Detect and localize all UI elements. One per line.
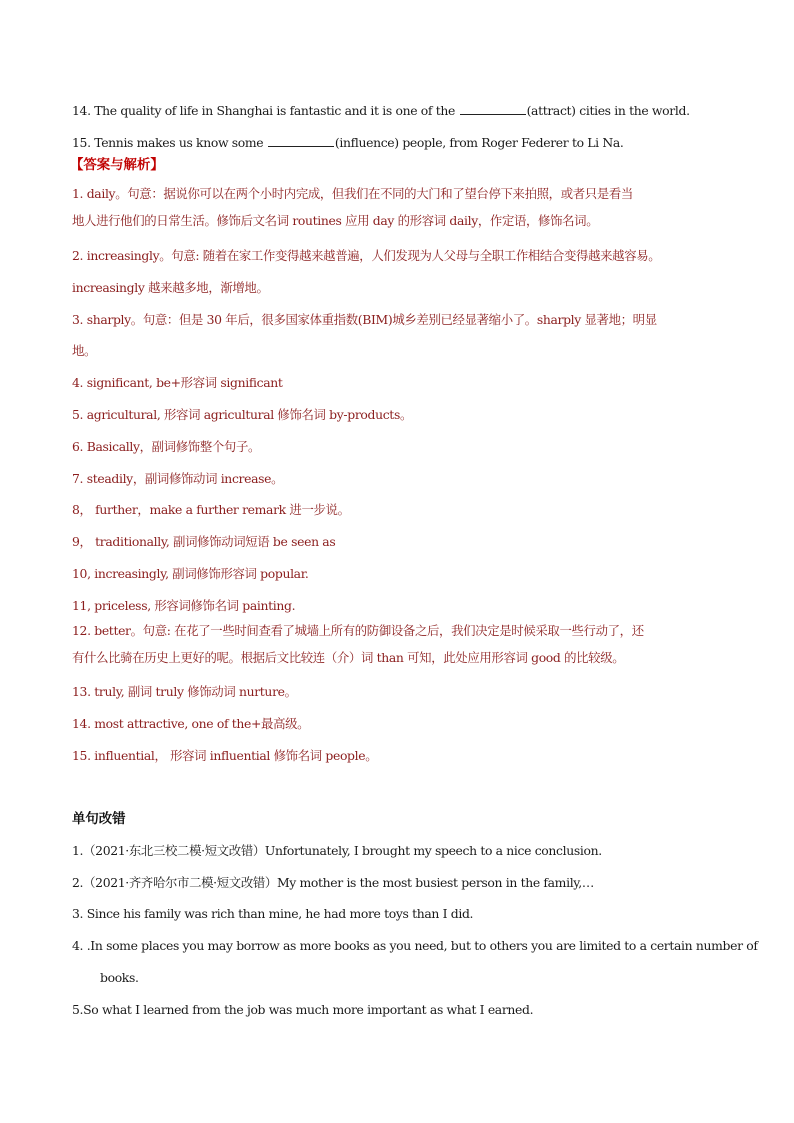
- question-15: [72, 135, 732, 151]
- correction-item: 5.So what I learned from the job was much more important as what I earned.: [72, 1002, 534, 1017]
- answer-line: 地。: [72, 343, 97, 358]
- question-14-hint: (attract) cities in the world.: [526, 103, 690, 118]
- answer-line: 12. better。句意: 在花了一些时间查看了城墙上所有的防御设备之后，我们决定是时候采取一些行动了，还: [72, 623, 644, 638]
- answers-heading: 【答案与解析】: [70, 157, 164, 173]
- answer-line: 11, priceless, 形容词修饰名词 painting.: [72, 598, 296, 613]
- question-14: [72, 103, 732, 119]
- correction-item: 4. .In some places you may borrow as more books as you need, but to others you are limited to a certain number of: [72, 938, 758, 953]
- answer-line: 10, increasingly, 副词修饰形容词 popular.: [72, 566, 309, 581]
- answer-line: 4. significant, be+形容词 significant: [72, 375, 283, 390]
- answer-line: 6. Basically，副词修饰整个句子。: [72, 439, 261, 454]
- answer-line: 5. agricultural, 形容词 agricultural 修饰名词 by-products。: [72, 407, 412, 422]
- answer-blank: [460, 103, 526, 115]
- correction-item: 1.（2021·东北三校二模·短文改错）Unfortunately, I brought my speech to a nice conclusion.: [72, 843, 602, 858]
- correction-item: 3. Since his family was rich than mine, he had more toys than I did.: [72, 906, 474, 921]
- answer-line: 有什么比骑在历史上更好的呢。根据后文比较连（介）词 than 可知，此处应用形容词 good 的比较级。: [72, 650, 625, 665]
- answer-line: 14. most attractive, one of the+最高级。: [72, 716, 310, 731]
- answer-line: 9， traditionally, 副词修饰动词短语 be seen as: [72, 534, 336, 549]
- answer-line: 1. daily。句意：据说你可以在两个小时内完成，但我们在不同的大门和了望台停下来拍照，或者只是看当: [72, 186, 633, 201]
- answer-line: 15. influential， 形容词 influential 修饰名词 people。: [72, 748, 378, 763]
- answer-line: 3. sharply。句意：但是 30 年后，很多国家体重指数(BIM)城乡差别已经显著缩小了。sharply 显著地；明显: [72, 312, 657, 327]
- answer-line: 2. increasingly。句意: 随着在家工作变得越来越普遍，人们发现为人父母与全职工作相结合变得越来越容易。: [72, 248, 661, 263]
- question-15-hint: (influence) people, from Roger Federer to Li Na.: [334, 135, 624, 150]
- section-title: 单句改错: [72, 811, 126, 827]
- answer-line: 8， further，make a further remark 进一步说。: [72, 502, 350, 517]
- correction-item: 2.（2021·齐齐哈尔市二模·短文改错）My mother is the most busiest person in the family,…: [72, 875, 594, 890]
- answer-line: 13. truly, 副词 truly 修饰动词 nurture。: [72, 684, 297, 699]
- correction-item-continued: books.: [100, 970, 139, 985]
- answer-blank: [268, 135, 334, 147]
- question-14-text: 14. The quality of life in Shanghai is fantastic and it is one of the: [72, 103, 459, 118]
- answer-line: increasingly 越来越多地，渐增地。: [72, 280, 269, 295]
- question-15-text: 15. Tennis makes us know some: [72, 135, 267, 150]
- answer-line: 7. steadily，副词修饰动词 increase。: [72, 471, 284, 486]
- answer-line: 地人进行他们的日常生活。修饰后文名词 routines 应用 day 的形容词 daily，作定语，修饰名词。: [72, 213, 599, 228]
